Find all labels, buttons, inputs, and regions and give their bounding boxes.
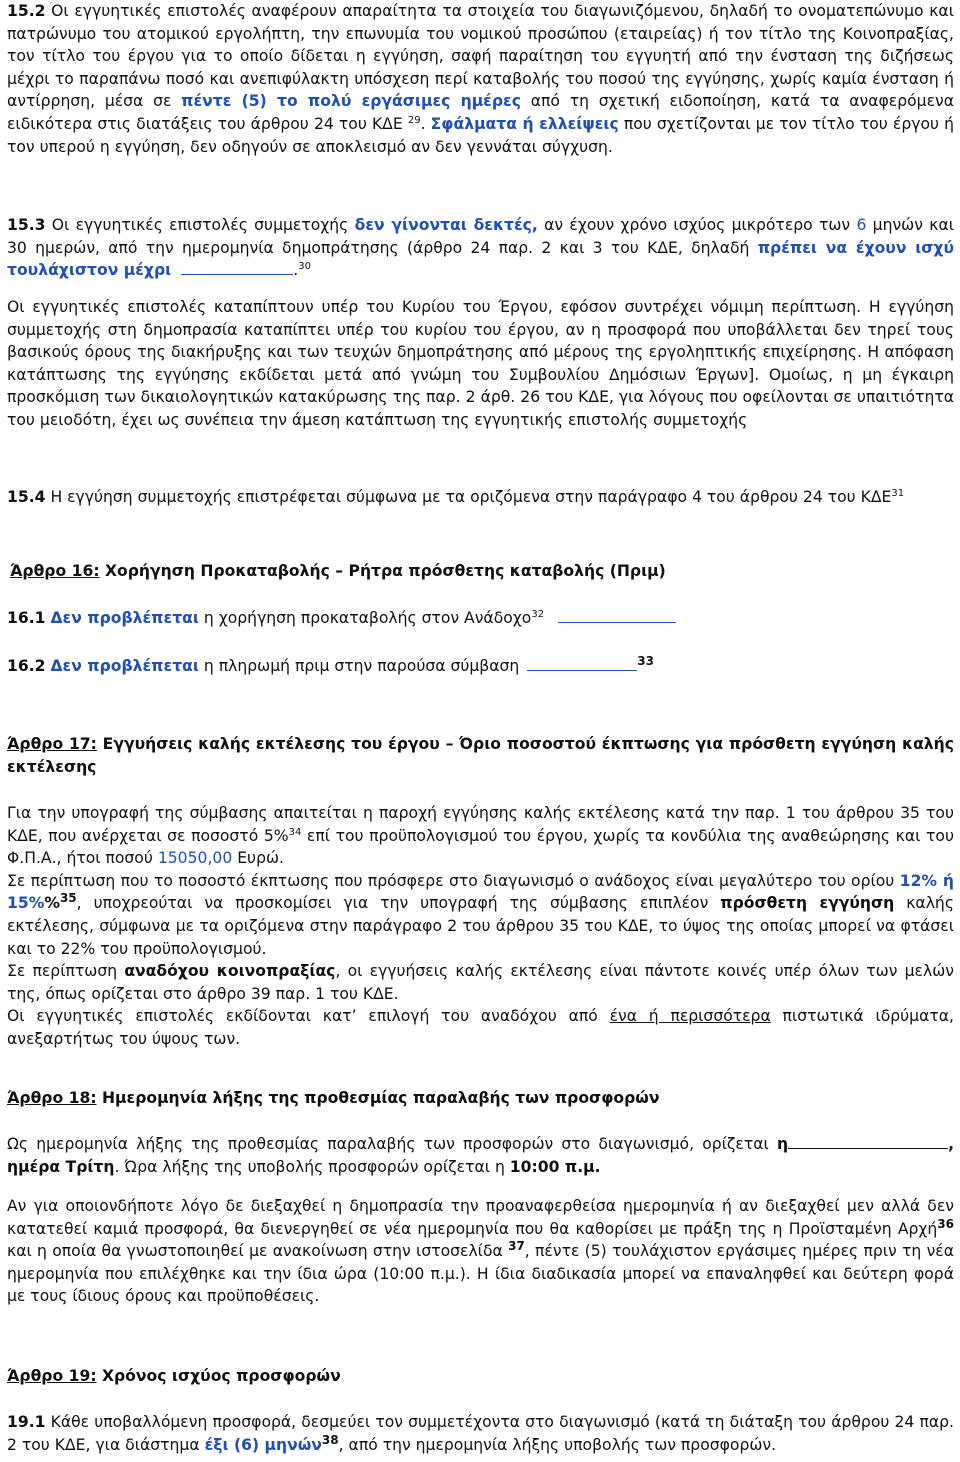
paragraph-15-2: 15.2 Οι εγγυητικές επιστολές αναφέρουν απαραίτητα τα στοιχεία του διαγωνιζόμενου, δηλαδή το ονοματεπώνυμο και πατρώνυμο του ατομικού εργολήπτη, την επωνυμία του νομικού προσώπου (εταιρείας) ή τον τίτλο της Κοινοπραξίας, τον τίτλο του έργου για το οποίο δίδεται η εγγύηση, σαφή παραίτηση του εγγυητή από την ένσταση της διζήσεως μέχρι το παραπάνω ποσό και ανεπιφύλακτη υπόσχεση περί καταβολής του ποσού της εγγύησης, χωρίς καμία ένσταση ή αντίρρηση, μέσα σε πέντε (5) το πολύ εργάσιμες ημέρες από τη σχετική ειδοποίηση, κατά τα αναφερόμενα ειδικότερα στις διατάξεις του άρθρου 24 του ΚΔΕ $^{29}$. Σφάλματα ή ελλείψεις που σχετίζονται με τον τίτλο του έργου ή τον υπερού η εγγύηση, δεν οδηγούν σε αποκλεισμό αν δεν γεννάται σύγχυση. bbox=[7, 2, 955, 156]
discount-limit: 12% ή 15% bbox=[7, 871, 954, 913]
paragraph-19-1: 19.1 Κάθε υποβαλλόμενη προσφορά, δεσμεύει τον συμμετέχοντα στο διαγωνισμό (κατά τη διάταξη του άρθρου 24 παρ. 2 του ΚΔΕ, για διάστημα έξι (6) μηνών$^{38}$, από την ημερομηνία λήξης υποβολής των προσφορών. bbox=[7, 1413, 954, 1454]
article-16-heading: Άρθρο 16: Χορήγηση Προκαταβολής – Ρήτρα πρόσθετης καταβολής (Πριμ) bbox=[10, 562, 666, 580]
paragraph-16-2: 16.2 Δεν προβλέπεται η πληρωμή πριμ στην παρούσα σύμβαση $^{33}$ bbox=[7, 653, 654, 675]
months-value: 6 bbox=[856, 216, 867, 234]
date-blank bbox=[181, 260, 293, 275]
paragraph-deadline: Ως ημερομηνία λήξης της προθεσμίας παραλαβής των προσφορών στο διαγωνισμό, ορίζεται η , ημέρα Τρίτη. Ώρα λήξης της υποβολής προσφορών ορίζεται η 10:00 π.μ. bbox=[7, 1135, 954, 1176]
blank-line bbox=[558, 608, 676, 623]
validity-period: έξι (6) μηνών bbox=[204, 1435, 322, 1454]
footnote-ref: 31 bbox=[891, 487, 905, 499]
section-number: 15.2 bbox=[7, 2, 46, 20]
section-number: 15.3 bbox=[7, 216, 46, 234]
paragraph-rescheduling: Αν για οποιονδήποτε λόγο δε διεξαχθεί η δημοπρασία την προαναφερθείσα ημερομηνία ή αν διεξαχθεί μεν αλλά δεν κατατεθεί καμιά προσφορά, θα διενεργηθεί σε νέα ημερομηνία που θα καθορίσει με πράξη της η Προϊσταμένη Αρχή$^{36}$ και η οποία θα γνωστοποιηθεί με ανακοίνωση στην ιστοσελίδα $^{37}$, πέντε (5) τουλάχιστον εργάσιμες ημέρες πριν τη νέα ημερομηνία που επιλέχθηκε και την ίδια ώρα (10:00 π.μ.). Η ίδια διαδικασία μπορεί να επαναληφθεί και δεύτερη φορά με τους ίδιους όρους και προϋποθέσεις. bbox=[7, 1197, 955, 1306]
guarantee-amount: 15050,00 bbox=[157, 849, 233, 868]
footnote-ref: 30 bbox=[298, 261, 311, 272]
paragraph-forfeit: Οι εγγυητικές επιστολές καταπίπτουν υπέρ του Κυρίου του Έργου, εφόσον συντρέχει νόμιμη περίπτωση. Η εγγύηση συμμετοχής στη δημοπρασία καταπίπτει υπέρ του κυρίου του έργου, αν η προσφορά που υποβάλλεται δεν τηρεί τους βασικούς όρους της διακήρυξης και των τευχών δημοπράτησης από μέρους της εργοληπτικής επιχείρησης. Η απόφαση κατάπτωσης της εγγύησης εκδίδεται μετά από γνώμη του Συμβουλίου Δημόσιων Έργων]. Ομοίως, η μη έγκαιρη προσκόμιση των δικαιολογητικών κατακύρωσης της παρ. 2 άρθ. 26 του ΚΔΕ, για λόγους που οφείλονται σε υπαιτιότητα του μειοδότη, έχει ως συνέπεια την άμεση κατάπτωση της εγγυητικής επιστολής συμμετοχής bbox=[7, 298, 954, 429]
blank-line bbox=[527, 656, 637, 671]
section-number: 15.4 bbox=[7, 488, 46, 506]
paragraph-16-1: 16.1 Δεν προβλέπεται η χορήγηση προκαταβολής στον Ανάδοχο$^{32}$ bbox=[7, 607, 954, 630]
article-17-heading: Άρθρο 17: Εγγυήσεις καλής εκτέλεσης του έργου – Όριο ποσοστού έκπτωσης για πρόσθετη εγγύηση καλής εκτέλεσης bbox=[7, 735, 954, 776]
article-18-heading: Άρθρο 18: Ημερομηνία λήξης της προθεσμίας παραλαβής των προσφορών bbox=[7, 1089, 660, 1107]
article-17-body: Για την υπογραφή της σύμβασης απαιτείται η παροχή εγγύησης καλής εκτέλεσης κατά την παρ. 1 του άρθρου 35 του ΚΔΕ, που ανέρχεται σε ποσοστό 5%$^{34}$ επί του προϋπολογισμού του έργου, χωρίς τα κονδύλια της αναθεώρησης και του Φ.Π.Α., ήτοι ποσού 15050,00 Ευρώ. Σε περίπτωση που το ποσοστό έκπτωσης που πρόσφερε στο διαγωνισμό ο ανάδοχος είναι μεγαλύτερο του ορίου 12% ή 15%%$^{35}$, υποχρεούται να προσκομίσει για την υπογραφή της σύμβασης επιπλέον πρόσθετη εγγύηση καλής εκτέλεσης, σύμφωνα με τα οριζόμενα στην παράγραφο 2 του άρθρου 35 του ΚΔΕ, το ύψος της οποίας μπορεί να φτάσει και το 22% του προϋπολογισμού. Σε περίπτωση αναδόχου κοινοπραξίας, οι εγγυήσεις καλής εκτέλεσης είναι πάντοτε κοινές υπέρ όλων των μελών της, όπως ορίζεται στο άρθρο 39 παρ. 1 του ΚΔΕ. Οι εγγυητικές επιστολές εκδίδονται κατ’ επιλογή του αναδόχου από ένα ή περισσότερα πιστωτικά ιδρύματα, ανεξαρτήτως του ύψους των. bbox=[7, 804, 955, 1048]
not-accepted-term: δεν γίνονται δεκτές, bbox=[354, 216, 538, 234]
paragraph-15-3: 15.3 Οι εγγυητικές επιστολές συμμετοχής δεν γίνονται δεκτές, αν έχουν χρόνο ισχύος μικρότερο των 6 μηνών και 30 ημερών, από την ημερομηνία δημοπράτησης (άρθρο 24 παρ. 2 και 3 του ΚΔΕ, δηλαδή πρέπει να έχουν ισχύ τουλάχιστον μέχρι .$^{30}$ bbox=[7, 216, 954, 280]
errors-term: Σφάλματα ή ελλείψεις bbox=[430, 114, 619, 133]
footnote-ref: 29 bbox=[407, 114, 421, 126]
days-limit: πέντε (5) το πολύ εργάσιμες ημέρες bbox=[181, 92, 521, 111]
date-blank bbox=[788, 1134, 948, 1149]
article-19-heading: Άρθρο 19: Χρόνος ισχύος προσφορών bbox=[7, 1367, 341, 1385]
validity-term: πρέπει να έχουν ισχύ τουλάχιστον μέχρι bbox=[7, 238, 954, 280]
paragraph-15-4: 15.4 Η εγγύηση συμμετοχής επιστρέφεται σύμφωνα με τα οριζόμενα στην παράγραφο 4 του άρθρου 24 του ΚΔΕ$^{31}$ bbox=[7, 487, 905, 506]
deadline-time: 10:00 π.μ. bbox=[509, 1157, 601, 1176]
